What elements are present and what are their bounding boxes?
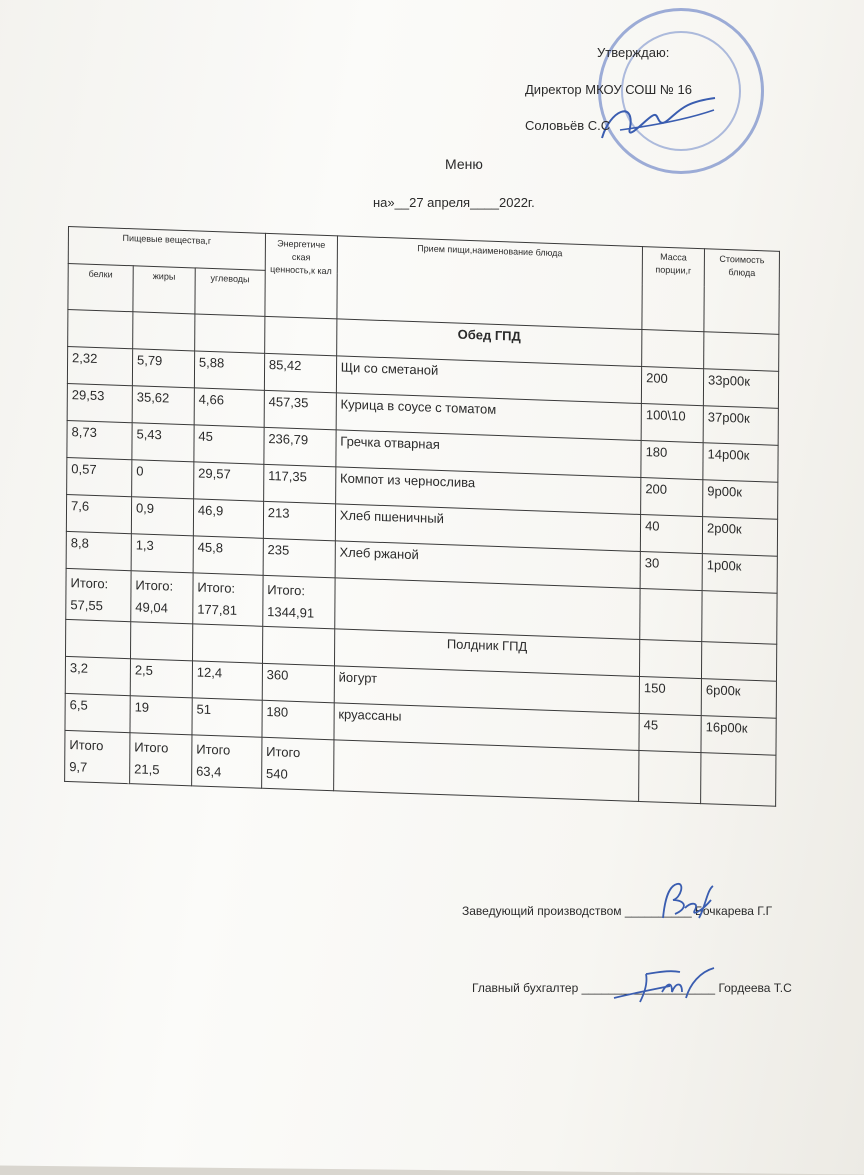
header-proteins: белки [68, 264, 133, 312]
total-proteins: Итого 9,7 [65, 730, 130, 783]
production-head-name: Бочкарева Г.Г [694, 904, 773, 918]
production-head-signature [655, 878, 715, 926]
cell-proteins: 8,73 [67, 420, 132, 459]
cell-carbs: 5,88 [194, 351, 264, 390]
cell-fats: 35,62 [132, 386, 194, 425]
section-title-lunch: Обед ГПД [336, 319, 642, 367]
production-head-signature-line [462, 904, 772, 918]
cell-mass: 200 [641, 478, 703, 517]
header-dish: Прием пищи,наименование блюда [337, 236, 643, 330]
cell-carbs: 51 [192, 698, 262, 737]
cell-energy: 457,35 [264, 390, 336, 430]
cell-proteins: 7,6 [66, 494, 131, 533]
cell-proteins: 8,8 [66, 531, 131, 570]
cell-dish: Хлеб ржаной [335, 541, 641, 589]
cell-mass: 180 [641, 441, 703, 480]
total-fats: Итого: 49,04 [131, 571, 193, 624]
accountant-label: Главный бухгалтер ____________________ [472, 981, 716, 995]
total-proteins: Итого: 57,55 [66, 568, 131, 621]
cell-fats: 0 [132, 460, 194, 499]
cell-fats: 1,3 [131, 534, 193, 573]
cell-dish: круассаны [334, 703, 640, 751]
cell-cost: 1р00к [702, 554, 777, 594]
cell-cost: 33р00к [703, 369, 778, 409]
accountant-name: Гордеева Т.С [718, 981, 792, 995]
cell-mass: 30 [640, 551, 702, 590]
cell-dish: Компот из чернослива [335, 467, 641, 515]
cell-proteins: 0,57 [67, 457, 132, 496]
production-head-label: Заведующий производством __________ [462, 904, 692, 918]
header-cost: Стоимость блюда [704, 249, 780, 335]
cell-carbs: 29,57 [193, 462, 263, 501]
cell-carbs: 12,4 [192, 661, 262, 700]
header-mass: Масса порции,г [642, 247, 705, 332]
total-carbs: Итого 63,4 [191, 735, 261, 788]
cell-mass: 150 [639, 676, 701, 715]
cell-cost: 14р00к [703, 443, 778, 483]
cell-mass: 100\10 [641, 404, 703, 443]
page-title: Меню [445, 156, 483, 172]
director-line: Директор МКОУ СОШ № 16 [525, 82, 692, 97]
cell-proteins: 3,2 [65, 656, 130, 695]
cell-energy: 213 [263, 501, 335, 541]
header-energy: Энергетиче ская ценность,к кал [265, 233, 338, 318]
cell-carbs: 4,66 [194, 388, 264, 427]
cell-energy: 117,35 [263, 464, 335, 504]
cell-carbs: 45,8 [193, 536, 263, 575]
cell-fats: 2,5 [130, 659, 192, 698]
total-carbs: Итого: 177,81 [193, 573, 263, 626]
director-name: Соловьёв С.С [525, 118, 611, 133]
menu-date: на»__27 апреля____2022г. [373, 195, 535, 210]
cell-carbs: 45 [194, 425, 264, 464]
cell-mass: 45 [639, 713, 701, 752]
cell-mass: 200 [641, 367, 703, 406]
cell-dish: Щи со сметаной [336, 356, 642, 404]
cell-proteins: 2,32 [67, 346, 132, 385]
cell-dish: Курица в соусе с томатом [336, 393, 642, 441]
cell-mass: 40 [640, 515, 702, 554]
cell-dish: Гречка отварная [336, 430, 642, 478]
cell-cost: 9р00к [703, 480, 778, 520]
cell-dish: Хлеб пшеничный [335, 504, 641, 552]
cell-energy: 180 [262, 700, 334, 740]
cell-energy: 85,42 [264, 353, 336, 393]
cell-fats: 19 [130, 696, 192, 735]
cell-cost: 16р00к [701, 716, 776, 756]
cell-energy: 235 [263, 538, 335, 578]
approve-label: Утверждаю: [597, 45, 670, 60]
total-fats: Итого 21,5 [130, 733, 192, 786]
cell-fats: 5,79 [132, 349, 194, 388]
cell-energy: 236,79 [264, 427, 336, 467]
header-carbs: углеводы [195, 268, 265, 316]
cell-cost: 37р00к [703, 406, 778, 446]
accountant-signature [610, 964, 720, 1006]
cell-dish: йогурт [334, 666, 640, 714]
header-fats: жиры [133, 266, 195, 314]
menu-table [64, 226, 780, 807]
cell-proteins: 6,5 [65, 693, 130, 732]
section-title-snack: Полдник ГПД [334, 629, 640, 677]
cell-cost: 6р00к [701, 679, 776, 719]
cell-energy: 360 [262, 663, 334, 703]
cell-proteins: 29,53 [67, 383, 132, 422]
total-energy: Итого: 1344,91 [263, 575, 335, 629]
cell-fats: 5,43 [132, 423, 194, 462]
header-nutrients: Пищевые вещества,г [68, 227, 265, 271]
total-energy: Итого 540 [261, 737, 333, 791]
cell-fats: 0,9 [131, 497, 193, 536]
cell-carbs: 46,9 [193, 499, 263, 538]
cell-cost: 2р00к [702, 517, 777, 557]
